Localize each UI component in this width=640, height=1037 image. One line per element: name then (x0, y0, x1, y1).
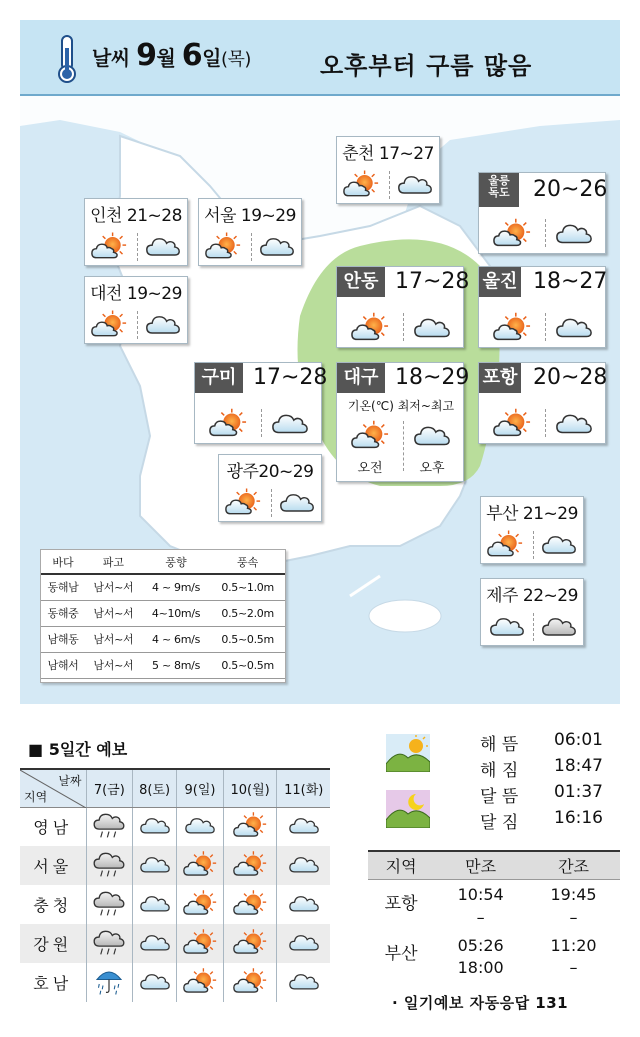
table-row (368, 929, 620, 957)
low-tide-time: 11:20 (550, 936, 597, 956)
sun-cloud-icon (351, 419, 389, 451)
city-tag: 포항 (479, 363, 521, 393)
sun-cloud-icon (493, 311, 531, 343)
table-row (368, 879, 620, 907)
cloud-icon (288, 892, 320, 914)
table-row (20, 846, 330, 885)
cloud-icon (555, 409, 593, 437)
divider (533, 613, 534, 641)
legend-pm-label: 오후 (419, 461, 445, 476)
tide-table (368, 850, 620, 979)
cloud-icon (555, 313, 593, 341)
day-number: 6 (181, 38, 203, 73)
corner-header (20, 769, 86, 807)
city-card-gwangju (218, 454, 322, 522)
sea-header: 파고 (85, 550, 142, 574)
moonset-label: 달 짐 (480, 813, 519, 833)
city-tag: 안동 (337, 267, 385, 297)
divider (403, 313, 404, 341)
city-name: 대전 (90, 284, 122, 304)
cloud-icon (288, 970, 320, 992)
high-tide-time: 10:54 (457, 885, 504, 904)
table-row (20, 885, 330, 924)
low-tide-time: – (569, 907, 578, 927)
table-row: 남해서 남서~서 5 ~ 8m/s 0.5~0.5m (41, 652, 285, 678)
rain-cloud-icon (92, 889, 126, 917)
cloud-icon (541, 531, 577, 557)
rain-cloud-icon (92, 928, 126, 956)
moonrise-time: 01:37 (554, 782, 603, 802)
city-tag: 구미 (195, 363, 243, 393)
day-header: 10(월) (223, 769, 277, 807)
divider (403, 421, 404, 471)
thermometer-icon (54, 34, 80, 84)
sun-cloud-icon (209, 407, 247, 439)
divider (533, 531, 534, 559)
city-temp: 20~28 (533, 365, 608, 390)
sun-cloud-icon (487, 529, 523, 559)
divider (137, 311, 138, 339)
city-card-busan (480, 496, 584, 564)
sun-cloud-icon (205, 231, 241, 261)
city-tag: 울진 (479, 267, 521, 297)
legend-am-label: 오전 (357, 461, 383, 476)
city-temp: 17~27 (378, 144, 434, 164)
low-tide-time: 19:45 (550, 885, 597, 904)
city-temp: 22~29 (522, 586, 578, 606)
cloud-icon (139, 970, 171, 992)
cloud-icon (288, 853, 320, 875)
sunrise-label: 해 뜸 (480, 735, 519, 755)
city-name: 제주 (486, 586, 518, 606)
region-name: 충청 (20, 885, 86, 924)
tide-place: 포항 (384, 894, 418, 915)
sun-cloud-icon (233, 850, 267, 878)
table-row: 동해중 남서~서 4~10m/s 0.5~2.0m (41, 600, 285, 626)
divider (545, 219, 546, 247)
sun-cloud-icon (91, 231, 127, 261)
city-name: 서울 (204, 206, 236, 226)
tide-header: 만조 (434, 851, 527, 879)
cloud-icon (145, 233, 181, 259)
city-temp: 20~29 (258, 462, 314, 482)
day-unit: 일 (202, 46, 221, 70)
header-bar (20, 20, 620, 96)
city-temp: 19~29 (240, 206, 296, 226)
region-name: 영남 (20, 807, 86, 846)
city-card-jeju (480, 578, 584, 646)
day-header: 7(금) (86, 769, 133, 807)
sun-cloud-icon (183, 928, 217, 956)
sun-cloud-icon (183, 967, 217, 995)
cloud-icon (489, 613, 525, 639)
city-card-gumi (194, 362, 328, 444)
divider (137, 233, 138, 261)
city-temp: 17~28 (253, 365, 328, 390)
city-temp: 21~28 (126, 206, 182, 226)
cloud-icon (413, 421, 451, 449)
forecast-title: ■ 5일간 예보 (28, 740, 128, 759)
cloud-icon (288, 814, 320, 836)
city-card-daegu (336, 362, 470, 482)
tide-header: 간조 (527, 851, 620, 879)
cloud-icon (259, 233, 295, 259)
sun-cloud-icon (225, 487, 261, 517)
city-temp: 18~29 (395, 365, 470, 390)
high-tide-time: 05:26 (457, 936, 504, 956)
cloud-icon (184, 814, 216, 836)
sun-cloud-icon (233, 889, 267, 917)
city-temp: 19~29 (126, 284, 182, 304)
sea-header: 풍속 (210, 550, 285, 574)
tide-header: 지역 (368, 851, 434, 879)
sun-cloud-icon (183, 889, 217, 917)
auto-response-line: · 일기예보 자동응답 131 (392, 994, 569, 1012)
title-prefix: 날씨 (92, 46, 130, 70)
sea-header: 바다 (41, 550, 85, 574)
sun-cloud-icon (493, 407, 531, 439)
table-row: 남해동 남서~서 4 ~ 6m/s 0.5~0.5m (41, 626, 285, 652)
headline: 오후부터 구름 많음 (320, 52, 533, 80)
table-row (20, 924, 330, 963)
cloud-icon (413, 313, 451, 341)
sunrise-icon (386, 734, 430, 772)
divider (251, 233, 252, 261)
city-temp: 20~26 (533, 177, 608, 202)
city-temp: 17~28 (395, 269, 470, 294)
sun-cloud-icon (493, 217, 531, 249)
cloud-icon (145, 311, 181, 337)
moonrise-icon (386, 790, 430, 828)
low-tide-time: – (569, 958, 578, 978)
rain-cloud-icon (92, 811, 126, 839)
umbrella-rain-icon (94, 965, 124, 997)
table-row (20, 807, 330, 846)
city-temp: 21~29 (522, 504, 578, 524)
divider (545, 409, 546, 437)
region-name: 호남 (20, 963, 86, 1002)
month-unit: 월 (156, 46, 176, 70)
divider (545, 313, 546, 341)
cloud-icon (288, 931, 320, 953)
cloud-icon (139, 892, 171, 914)
sun-cloud-icon (233, 811, 267, 839)
region-name: 강원 (20, 924, 86, 963)
city-card-andong (336, 266, 470, 348)
sea-header: 풍향 (142, 550, 211, 574)
sun-cloud-icon (343, 169, 379, 199)
city-card-pohang (478, 362, 606, 444)
five-day-forecast-table (20, 768, 330, 1002)
day-header: 9(일) (177, 769, 224, 807)
table-row (20, 963, 330, 1002)
city-card-ulleung (478, 172, 606, 254)
sun-cloud-icon (91, 309, 127, 339)
corner-date-label: 날짜 (58, 774, 82, 788)
sunset-time: 18:47 (554, 756, 603, 776)
sunrise-time: 06:01 (554, 730, 603, 750)
sun-cloud-icon (233, 967, 267, 995)
high-tide-time: – (476, 907, 485, 927)
day-header: 11(화) (277, 769, 330, 807)
cloud-icon (279, 489, 315, 515)
cloud-icon (271, 409, 309, 437)
cloud-icon (397, 171, 433, 197)
city-tag: 울릉 독도 (479, 173, 519, 207)
title-date (92, 38, 251, 73)
grey-cloud-icon (541, 613, 577, 639)
legend-temp-label: 기온(℃) 최저~최고 (347, 399, 455, 413)
month-number: 9 (136, 38, 157, 73)
moonset-time: 16:16 (554, 808, 603, 828)
divider (271, 489, 272, 517)
corner-region-label: 지역 (24, 789, 48, 804)
city-name: 부산 (486, 504, 518, 524)
divider (389, 171, 390, 199)
city-tag: 대구 (337, 363, 385, 393)
day-header: 8(토) (133, 769, 177, 807)
sun-cloud-icon (183, 850, 217, 878)
cloud-icon (555, 219, 593, 247)
high-tide-time: 18:00 (457, 958, 504, 978)
city-card-incheon (84, 198, 188, 266)
sun-cloud-icon (233, 928, 267, 956)
sunset-label: 해 짐 (480, 761, 519, 781)
moonrise-label: 달 뜸 (480, 787, 519, 807)
table-row: 동해남 남서~서 4 ~ 9m/s 0.5~1.0m (41, 574, 285, 600)
city-card-chuncheon (336, 136, 440, 204)
weekday: (목) (220, 49, 251, 70)
cloud-icon (139, 931, 171, 953)
city-name: 춘천 (342, 144, 374, 164)
tide-place: 부산 (384, 944, 418, 964)
city-card-uljin (478, 266, 606, 348)
sea-conditions-table (40, 549, 286, 683)
city-card-seoul (198, 198, 302, 266)
rain-cloud-icon (92, 850, 126, 878)
region-name: 서울 (20, 846, 86, 885)
cloud-icon (139, 814, 171, 836)
city-temp: 18~27 (533, 269, 608, 294)
sun-cloud-icon (351, 311, 389, 343)
city-name: 광주 (226, 462, 259, 482)
city-card-daejeon (84, 276, 188, 344)
city-name: 인천 (90, 206, 122, 226)
cloud-icon (139, 853, 171, 875)
divider (261, 409, 262, 437)
